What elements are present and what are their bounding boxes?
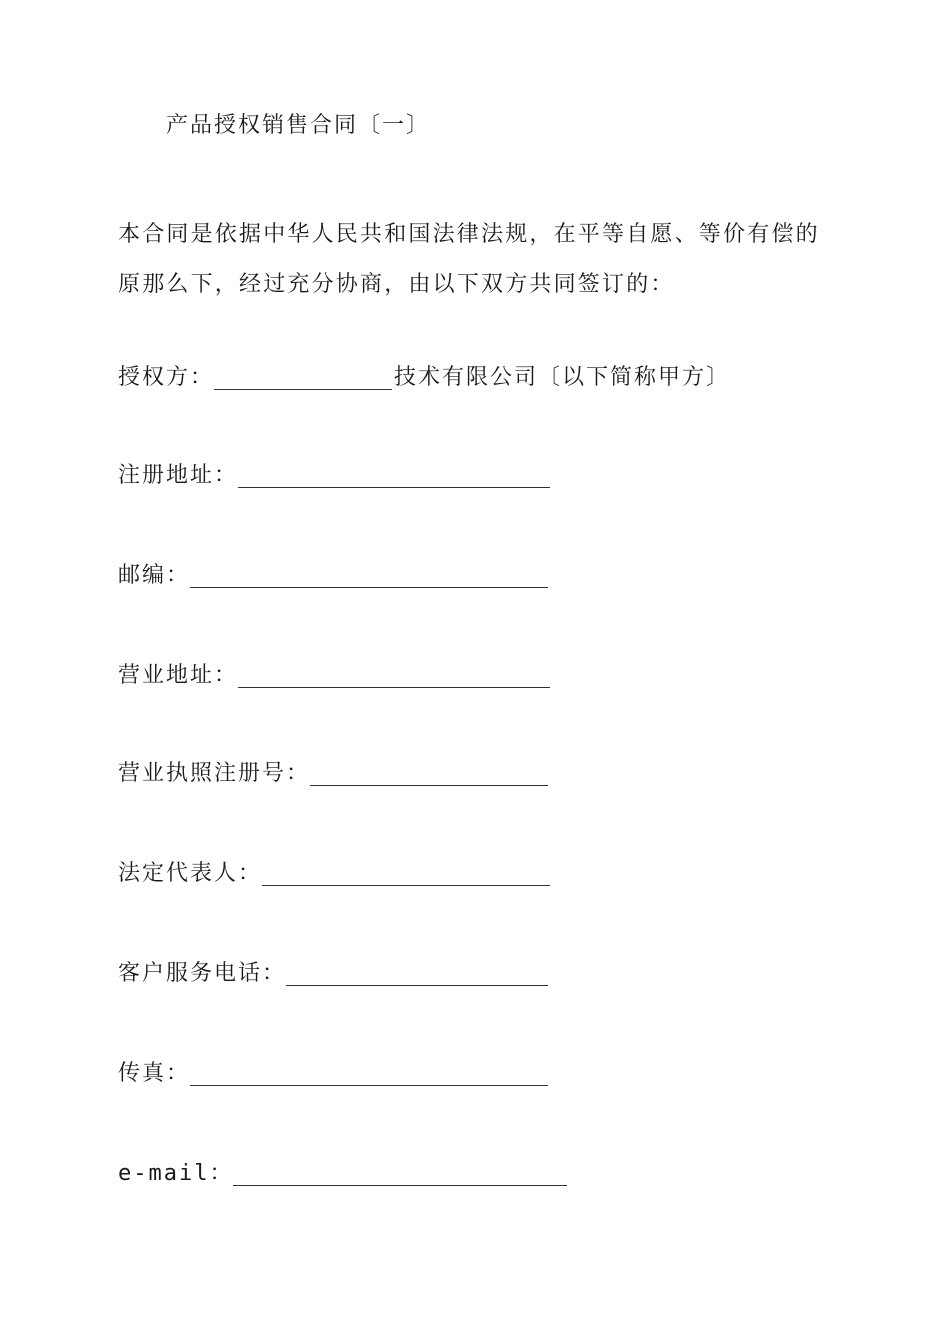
service-phone-label: 客户服务电话： [118, 961, 287, 986]
document-title: 产品授权销售合同〔一〕 [166, 113, 431, 138]
email-blank[interactable] [233, 1161, 567, 1186]
postcode-field [118, 560, 548, 592]
licensor-blank[interactable] [214, 365, 392, 390]
business-license-field [118, 758, 548, 790]
business-address-field [118, 660, 550, 692]
registered-address-label: 注册地址： [118, 463, 239, 488]
business-address-blank[interactable] [238, 663, 550, 688]
postcode-blank[interactable] [190, 563, 548, 588]
fax-label: 传真： [118, 1061, 191, 1086]
intro-paragraph [118, 210, 838, 310]
service-phone-blank[interactable] [286, 961, 548, 986]
licensor-suffix: 技术有限公司〔以下简称甲方〕 [394, 365, 731, 390]
business-license-blank[interactable] [310, 761, 548, 786]
intro-line-1: 本合同是依据中华人民共和国法律法规，在平等自愿、等价有偿的 [118, 222, 820, 247]
intro-line-2: 原那么下，经过充分协商，由以下双方共同签订的： [118, 272, 675, 297]
licensor-field [118, 362, 730, 394]
legal-rep-field [118, 858, 550, 890]
business-license-label: 营业执照注册号： [118, 761, 311, 786]
legal-rep-blank[interactable] [262, 861, 550, 886]
postcode-label: 邮编： [118, 563, 191, 588]
email-label: e-mail： [118, 1161, 234, 1186]
licensor-label: 授权方： [118, 365, 215, 390]
registered-address-field [118, 460, 550, 492]
service-phone-field [118, 958, 548, 990]
legal-rep-label: 法定代表人： [118, 861, 263, 886]
registered-address-blank[interactable] [238, 463, 550, 488]
email-field [118, 1158, 567, 1190]
fax-blank[interactable] [190, 1061, 548, 1086]
business-address-label: 营业地址： [118, 663, 239, 688]
fax-field [118, 1058, 548, 1090]
